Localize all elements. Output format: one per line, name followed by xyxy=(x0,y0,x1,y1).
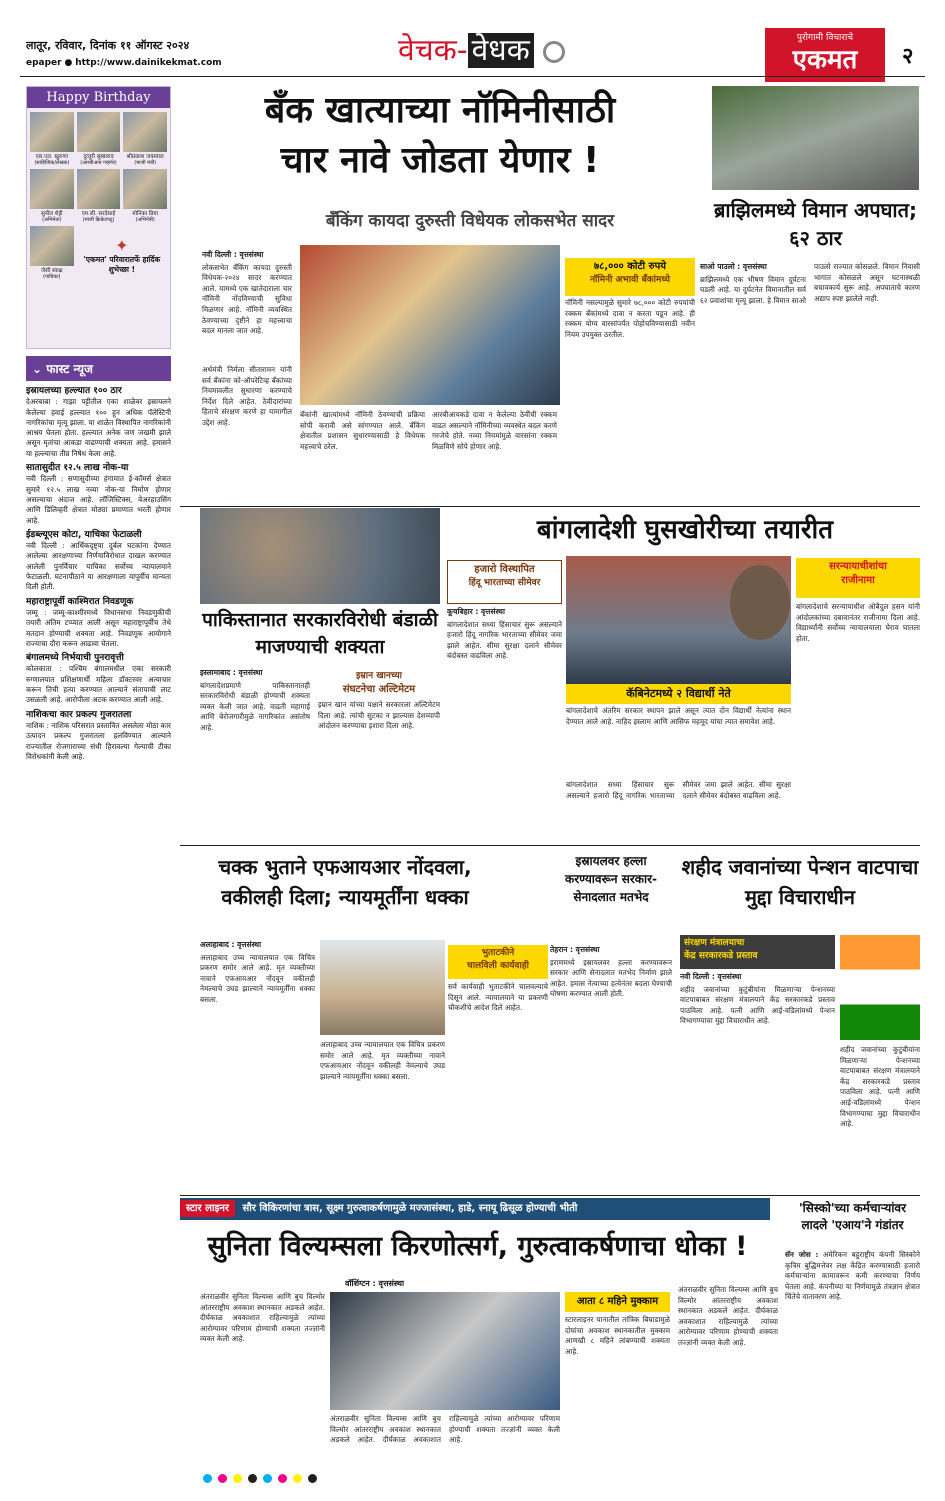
israel-dateline: तेहरान : वृत्तसंस्था xyxy=(550,945,600,954)
lead-box-title-1: ७८,००० कोटी रुपये xyxy=(593,261,667,272)
epaper-text: epaper xyxy=(26,58,62,68)
lead-col-4: आरबीआयकडे दावा न केलेल्या ठेवींची रक्कम वाढत असल्याने नॉमिनीच्या व्यवस्थेत बदल करणे गरजेचे होते. नव्या नियमांमुळे वारसांना रक्कम मिळविणे सोपे होणार आहे. xyxy=(432,410,557,451)
cabinet-story: बांगलादेशाचे अंतरिम सरकार स्थापन झाले असून त्यात दोन विद्यार्थी नेत्यांना स्थान देण्यात आले आहे. नाहिद इस्लाम आणि आसिफ महमूद यांचा त्यात समावेश आहे. xyxy=(566,706,791,726)
clash-photo xyxy=(200,508,440,604)
lead-headline xyxy=(180,86,700,204)
chief-justice-photo xyxy=(730,565,790,640)
pakistan-box-title-1: इम्रान खानच्या xyxy=(355,671,403,681)
starliner-story-3: अंतराळवीर सुनिता विल्यम्स आणि बुच विल्मोर आंतरराष्ट्रीय अवकाश स्थानकात अडकले आहेत. दीर्घकाळ अवकाशात राहिल्यामुळे त्यांच्या आरोग्यावर परिणाम होण्याची शक्यता तज्ज्ञांनी व्यक्त केली आहे. xyxy=(678,1285,778,1347)
news-item-head: बंगालमध्ये निर्भयाची पुनरावृत्ती xyxy=(26,653,124,664)
epaper-label xyxy=(26,58,222,68)
cisco-headline: 'सिस्को'च्या कर्मचाऱ्यांवर लादले 'एआय'ने गंडांतर xyxy=(798,1201,907,1232)
color-dot xyxy=(263,1474,272,1483)
bangladesh-box-2: हिंदू भारताच्या सीमेवर xyxy=(468,578,541,588)
israel-body: इराणमध्ये इस्रायलवर हल्ला करण्यावरून सरकार आणि सेनादलात मतभेद निर्माण झाले आहेत. हमास नेत्याच्या हत्येनंतर बदला घेण्याची घोषणा करण्यात आली होती. xyxy=(550,957,672,999)
section-title-a: वेचक- xyxy=(398,33,468,68)
person-role: (गायिका) xyxy=(43,274,61,280)
fast-news-header xyxy=(26,356,171,381)
person-name: एम.सी. सरदेसाई xyxy=(81,211,116,217)
divider xyxy=(180,506,920,507)
bangladesh-box xyxy=(447,560,562,604)
brazil-story xyxy=(700,262,920,502)
fast-news-title: फास्ट न्यूज xyxy=(46,362,93,376)
judge-box-head xyxy=(448,945,548,979)
epaper-url[interactable]: http://www.dainikekmat.com xyxy=(75,58,222,68)
starliner-dateline: वॉशिंग्टन : वृत्तसंस्था xyxy=(345,1279,405,1288)
pakistan-dateline: इस्लामाबाद : वृत्तसंस्था xyxy=(200,668,263,677)
news-item-head: ईडब्ल्यूएस कोटा, याचिका फेटाळली xyxy=(26,529,142,540)
birthday-grid xyxy=(27,108,170,284)
news-item-body: जम्मू : जम्मू-काश्मीरमध्ये विधानसभा निवडणुकीची तयारी अंतिम टप्प्यात आली असून महाराष्ट्रापूर्वीच तेथे मतदान होण्याची शक्यता आहे. निवडणूक आयोगाने राज्याचा दौरा करून आढावा घेतला. xyxy=(26,607,171,648)
bangladesh-box-1: हजारो विस्थापित xyxy=(474,564,535,575)
avatar xyxy=(123,112,167,152)
israel-headline: इस्रायलवर हल्ला करण्यावरून सरकार-सेनादलात मतभेद xyxy=(565,854,657,904)
page-number: २ xyxy=(902,44,914,69)
news-item xyxy=(26,386,171,459)
judge-story xyxy=(200,940,315,1190)
pakistan-box-head xyxy=(318,668,440,695)
birthday-person xyxy=(77,112,121,166)
bangladesh-story xyxy=(447,607,562,777)
lead-headline-1: बँक खात्याच्या नॉमिनीसाठी xyxy=(264,90,616,131)
flag-soldier-photo xyxy=(840,935,920,1040)
lead-subhead: बँकिंग कायदा दुरुस्ती विधेयक लोकसभेत सादर xyxy=(325,211,615,231)
color-dot xyxy=(293,1474,302,1483)
person-name: एस.एल. खुराणा xyxy=(35,154,68,160)
person-name: दुव्वुरी सुब्बाराव xyxy=(83,154,114,160)
pension-box-head xyxy=(680,935,835,969)
fast-news xyxy=(26,356,171,1454)
cj-box-1: सरन्यायाधीशांचा xyxy=(829,561,887,572)
cj-box-2: राजीनामा xyxy=(841,575,875,586)
chevron-down-icon: ⌄ xyxy=(32,362,43,376)
cj-box-head xyxy=(796,558,920,598)
lead-col-3: बँकांनी खात्यांमध्ये नॉमिनी ठेवण्याची प्रक्रिया सोपी करावी असे सांगण्यात आले. बँकिंग क्षेत्रातील प्रशासन सुधारण्यासाठी हे विधेयक महत्त्वाचे ठरेल. xyxy=(300,410,425,451)
starliner-headline: सुनिता विल्यम्सला किरणोत्सर्ग, गुरुत्वाकर्षणाचा धोका ! xyxy=(207,1231,748,1262)
masthead-date: लातूर, रविवार, दिनांक ११ ऑगस्ट २०२४ xyxy=(26,39,190,52)
pension-box-2: केंद्र सरकारकडे प्रस्ताव xyxy=(684,951,758,961)
starliner-story: अंतराळवीर सुनिता विल्यम्स आणि बुच विल्मोर आंतरराष्ट्रीय अवकाश स्थानकात अडकले आहेत. दीर्घकाळ अवकाशात राहिल्यामुळे त्यांच्या आरोग्यावर परिणाम होण्याची शक्यता तज्ज्ञांनी व्यक्त केली आहे. xyxy=(200,1292,325,1344)
brazil-headline: ब्राझिलमध्ये विमान अपघात; ६२ ठार xyxy=(713,198,918,250)
brand-block xyxy=(765,28,885,82)
color-dot xyxy=(308,1474,317,1483)
news-item-head: महाराष्ट्रापूर्वी काश्मिरात निवडणूक xyxy=(26,596,134,607)
cisco-body: अमेरिकन बहुराष्ट्रीय कंपनी सिस्कोने कृत्रिम बुद्धिमत्तेवर लक्ष केंद्रित करण्यासाठी हजारो कर्मचाऱ्यांना कामावरून कमी करण्याचा निर्णय घेतला आहे. कंपनीच्या या निर्णयामुळे तंत्रज्ञान क्षेत्रात चिंतेचे वातावरण आहे. xyxy=(785,1250,920,1302)
starliner-bar xyxy=(180,1198,770,1220)
starliner-box: आता ८ महिने मुक्काम xyxy=(565,1292,670,1312)
cisco-dateline: सॅन जोस : xyxy=(785,1250,819,1259)
lead-headline-2: चार नावे जोडता येणार ! xyxy=(280,140,600,181)
avatar xyxy=(77,112,121,152)
bangladesh-story-2 xyxy=(566,780,791,840)
lead-box-body: नॉमिनी नसल्यामुळे सुमारे ७८,००० कोटी रुपयांची रक्कम बँकांमध्ये दावा न करता पडून आहे. ही रक्कम योग्य वारसांपर्यंत पोहोचविण्यासाठी नवीन नियम उपयुक्त ठरतील. xyxy=(565,298,695,339)
person-name: श्रीप्रकाश जयस्वाल xyxy=(126,154,164,160)
avatar xyxy=(77,169,121,209)
pakistan-body: बांगलादेशप्रमाणे पाकिस्तानातही सरकारविरोधी बंडाळी होण्याची शक्यता व्यक्त केली जात आहे. वाढती महागाई आणि बेरोजगारीमुळे नागरिकांत असंतोष आहे. xyxy=(200,680,310,732)
bangladesh-dateline: कूचबिहार : वृत्तसंस्था xyxy=(447,607,505,616)
judge-box-1: भुताटकीने xyxy=(481,948,515,958)
pension-story-2: शहीद जवानांच्या कुटुंबीयांना मिळणाऱ्या पेन्शनच्या वाटपाबाबत संरक्षण मंत्रालयाने केंद्र सरकारकडे प्रस्ताव पाठविला आहे. पत्नी आणि आई-वडिलांमध्ये पेन्शन विभागण्याचा मुद्दा विचाराधीन आहे. xyxy=(840,1045,920,1129)
birthday-person xyxy=(77,169,121,223)
judge-story-2: अलाहाबाद उच्च न्यायालयात एक विचित्र प्रकरण समोर आले आहे. मृत व्यक्तीच्या नावाने एफआयआर नोंदवून वकीलही नेमल्याचे उघड झाल्याने न्यायमूर्तींना धक्का बसला. xyxy=(320,1040,445,1081)
avatar xyxy=(30,226,74,266)
avatar xyxy=(30,169,74,209)
lead-col-1 xyxy=(202,250,292,358)
color-dot xyxy=(278,1474,287,1483)
brand-name: एकमत xyxy=(792,45,858,75)
cisco-story xyxy=(785,1250,920,1457)
cj-story: बांगलादेशाचे सरन्यायाधीश ओबैदुल हसन यांनी आंदोलकांच्या दबावानंतर राजीनामा दिला आहे. विद्यार्थ्यांनी सर्वोच्च न्यायालयाला घेराव घातला होता. xyxy=(796,602,920,643)
cake-icon: ✦ xyxy=(115,236,129,255)
birthday-person xyxy=(123,112,167,166)
news-item-head: इस्रायलच्या हल्ल्यात १०० ठार xyxy=(26,386,122,396)
person-role: (साहित्यिक/लेखक) xyxy=(34,160,70,166)
lead-photo xyxy=(300,245,560,405)
astronaut-photo xyxy=(330,1292,560,1410)
person-name: मोनिका प्रिया xyxy=(132,211,159,217)
news-item-head: सातासुदीत १२.५ लाख नोक-या xyxy=(26,463,129,474)
news-item xyxy=(26,710,171,762)
news-item-body: नाशिक : नाशिक परिसरात प्रस्तावित असलेला मोठा कार उत्पादन प्रकल्प गुजरातला हलविण्यात आल्याने राज्यातील रोजगाराच्या संधी हिरावल्या गेल्याची टीका विरोधकांनी केली आहे. xyxy=(26,720,171,761)
person-name: जेसी स्वाक्ष xyxy=(41,268,63,274)
birthday-panel xyxy=(26,86,171,349)
judge-box-2: चालविली कार्यवाही xyxy=(467,961,529,971)
pension-headline: शहीद जवानांच्या पेन्शन वाटपाचा मुद्दा विचाराधीन xyxy=(681,855,919,909)
birthday-person xyxy=(123,169,167,223)
brand-tagline: पुरोगामी विचाराचे xyxy=(796,33,854,43)
person-name: सुनील शेट्टी xyxy=(41,211,63,217)
color-dot xyxy=(203,1474,212,1483)
masthead xyxy=(0,0,945,88)
pakistan-box-title-2: संघटनेचा अल्टिमेटम xyxy=(342,684,416,695)
birthday-person xyxy=(30,112,74,166)
judge-dateline: अलाहाबाद : वृत्तसंस्था xyxy=(200,940,262,949)
starliner-bar-text: सौर विकिरणांचा त्रास, सूक्ष्म गुरुत्वाकर्षणामुळे मज्जासंस्था, हाडे, स्नायू ढिसूळ होण्याची भीती xyxy=(242,1203,578,1214)
lead-dateline: नवी दिल्ली : वृत्तसंस्था xyxy=(202,250,264,259)
color-dot xyxy=(218,1474,227,1483)
person-role: (माजी क्रिकेटपटू) xyxy=(82,217,115,223)
birthday-person xyxy=(30,169,74,223)
lead-col-1-body: लोकसभेत बँकिंग कायदा दुरुस्ती विधेयक-२०२४ सादर करण्यात आले. यामध्ये एक खातेदाराला चार नॉमिनी नोंदविण्याची सुविधा मिळणार आहे. नॉमिनी व्यवस्थित ठेवण्याच्या दृष्टीने हा महत्त्वाचा बदल मानला जात आहे. xyxy=(202,262,292,336)
lead-box-header xyxy=(565,258,695,296)
pension-dateline: नवी दिल्ली : वृत्तसंस्था xyxy=(680,972,742,981)
birthday-title: Happy Birthday xyxy=(27,87,170,108)
judge-headline: चक्क भुताने एफआयआर नोंदवला, वकीलही दिला; न्यायमूर्तींना धक्का xyxy=(218,855,472,909)
birthday-wish xyxy=(77,226,167,280)
news-item-body: नवी दिल्ली : आर्थिकदृष्ट्या दुर्बल घटकांना देण्यात आलेल्या आरक्षणाच्या निर्णयाविरोधात दाखल करण्यात आलेली पुनर्विचार याचिका सर्वोच्च न्यायालयाने फेटाळली. घटनापीठाने या आरक्षणाला यापूर्वीच मान्यता दिली होती. xyxy=(26,541,171,592)
judge-box-body: सर्व कार्यवाही भुताटकीने चालवल्याचे दिसून आले. न्यायालयाने या प्रकरणी चौकशीचे आदेश दिले आहेत. xyxy=(448,982,548,1013)
person-role: (आरबीआय गव्हर्नर) xyxy=(80,160,117,166)
bangladesh-headline: बांगलादेशी घुसखोरीच्या तयारीत xyxy=(536,515,834,545)
pakistan-box-body: इम्रान खान यांच्या पक्षाने सरकारला अल्टिमेटम दिला आहे. त्यांची सुटका न झाल्यास देशव्यापी आंदोलन करण्याचा इशारा दिला आहे. xyxy=(318,700,440,731)
news-item-body: नवी दिल्ली : सणासुदीच्या हंगामात ई-कॉमर्स क्षेत्रात सुमारे १२.५ लाख नव्या नोक-या निर्माण होणार असल्याचा अंदाज आहे. लॉजिस्टिक्स, वेअरहाउसिंग आणि डिलिव्हरी क्षेत्रात मोठ्या प्रमाणात भरती होणार आहे. xyxy=(26,474,171,525)
person-role: (अभिनेता) xyxy=(42,217,62,223)
starliner-story-2: अंतराळवीर सुनिता विल्यम्स आणि बुच विल्मोर आंतरराष्ट्रीय अवकाश स्थानकात अडकले आहेत. दीर्घकाळ अवकाशात राहिल्यामुळे त्यांच्या आरोग्यावर परिणाम होण्याची शक्यता तज्ज्ञांनी व्यक्त केली आहे. xyxy=(330,1414,560,1445)
brazil-photo xyxy=(712,86,919,190)
court-photo xyxy=(320,940,445,1035)
news-item-body: कोलकाता : पश्चिम बंगालमधील एका सरकारी रुग्णालयात प्रशिक्षणार्थी महिला डॉक्टरवर अत्याचार करून तिची हत्या करण्यात आल्याने संतापाची लाट उसळली आहे. आरोपीला अटक करण्यात आली आहे. xyxy=(26,664,171,705)
avatar xyxy=(123,169,167,209)
news-item xyxy=(26,597,171,649)
avatar xyxy=(30,112,74,152)
masthead-rule xyxy=(20,76,925,77)
pension-body: शहीद जवानांच्या कुटुंबीयांना मिळणाऱ्या पेन्शनच्या वाटपाबाबत संरक्षण मंत्रालयाने केंद्र सरकारकडे प्रस्ताव पाठविला आहे. पत्नी आणि आई-वडिलांमध्ये पेन्शन विभागण्याचा मुद्दा विचाराधीन आहे. xyxy=(680,984,835,1026)
pension-box-1: संरक्षण मंत्रालयाचा xyxy=(684,938,745,948)
color-registration-bar xyxy=(200,1474,750,1486)
divider xyxy=(180,1195,920,1196)
judge-body: अलाहाबाद उच्च न्यायालयात एक विचित्र प्रकरण समोर आले आहे. मृत व्यक्तीच्या नावाने एफआयआर नोंदवून वकीलही नेमल्याचे उघड झाल्याने न्यायमूर्तींना धक्का बसला. xyxy=(200,952,315,1004)
starliner-tag: स्टार लाइनर xyxy=(180,1200,235,1217)
news-item-head: नाशिकचा कार प्रकल्प गुजरातला xyxy=(26,709,132,720)
starliner-box-body: स्टारलाइनर यानातील तांत्रिक बिघाडामुळे दोघांचा अवकाश स्थानकातील मुक्काम आणखी ८ महिने लांबण्याची शक्यता आहे. xyxy=(565,1315,670,1356)
divider xyxy=(180,845,920,846)
news-item xyxy=(26,530,171,593)
cabinet-caption: कॅबिनेटमध्ये २ विद्यार्थी नेते xyxy=(566,684,791,704)
bangladesh-body-cont: बांगलादेशात सध्या हिंसाचार सुरू असल्याने हजारो हिंदू नागरिक भारताच्या सीमेवर जमा झाले आहेत. सीमा सुरक्षा दलाने सीमेवर बंदोबस्त वाढविला आहे. xyxy=(566,780,791,800)
color-dot xyxy=(233,1474,242,1483)
bangladesh-body: बांगलादेशात सध्या हिंसाचार सुरू असल्याने हजारो हिंदू नागरिक भारताच्या सीमेवर जमा झाले आहेत. सीमा सुरक्षा दलाने सीमेवर बंदोबस्त वाढविला आहे. xyxy=(447,619,562,661)
magnifier-icon xyxy=(543,41,565,63)
person-role: (माजी मंत्री) xyxy=(134,160,157,166)
news-item xyxy=(26,653,171,705)
person-role: (अभिनेत्री) xyxy=(135,217,155,223)
pakistan-story xyxy=(200,668,310,838)
wish-text: 'एकमत' परिवारातर्फे हार्दिक शुभेच्छा ! xyxy=(83,255,161,274)
birthday-person xyxy=(30,226,74,280)
section-title xyxy=(398,28,565,69)
globe-icon: ● xyxy=(64,58,73,68)
lead-box-title-2: नॉमिनी अभावी बँकांमध्ये xyxy=(590,275,670,285)
section-title-b: वेधक xyxy=(468,33,534,68)
news-item-body: देअरबाबा : गाझा पट्टीतील एका शाळेवर इस्रायलने केलेल्या हवाई हल्ल्यात १०० हून अधिक पॅलेस्टिनी नागरिकांचा मृत्यू झाला. या शाळेत विस्थापित नागरिकांनी आश्रय घेतला होता. हल्ल्यात अनेक जण जखमी झाले असून मृतांचा आकडा वाढण्याची शक्यता आहे. हमासने या हल्ल्याचा तीव्र निषेध केला आहे. xyxy=(26,397,171,458)
pakistan-headline: पाकिस्तानात सरकारविरोधी बंडाळी माजण्याची शक्यता xyxy=(202,609,438,658)
israel-story xyxy=(550,945,672,1190)
pension-story xyxy=(680,972,835,1190)
lead-col-2: अर्थमंत्री निर्मला सीतारामन यांनी सर्व बँकांना को-ऑपरेटिव्ह बँकांच्या नियमावलीत सुधारणा करण्याचे निर्देश दिले आहेत. ठेवीदारांच्या हिताचे संरक्षण करणे हा यामागील उद्देश आहे. xyxy=(202,365,292,427)
brazil-body: ब्राझिलमध्ये एक भीषण विमान दुर्घटना घडली आहे. या दुर्घटनेत विमानातील सर्व ६२ प्रवाशांचा मृत्यू झाला. हे विमान साओ पाउलो राज्यात कोसळले. विमान निवासी भागात कोसळले असून घटनास्थळी बचावकार्य सुरू आहे. अपघाताचे कारण अद्याप स्पष्ट झालेले नाही. xyxy=(700,262,920,305)
color-dot xyxy=(248,1474,257,1483)
news-item xyxy=(26,463,171,526)
brazil-dateline: साओ पाउलो : वृत्तसंस्था xyxy=(700,262,767,271)
